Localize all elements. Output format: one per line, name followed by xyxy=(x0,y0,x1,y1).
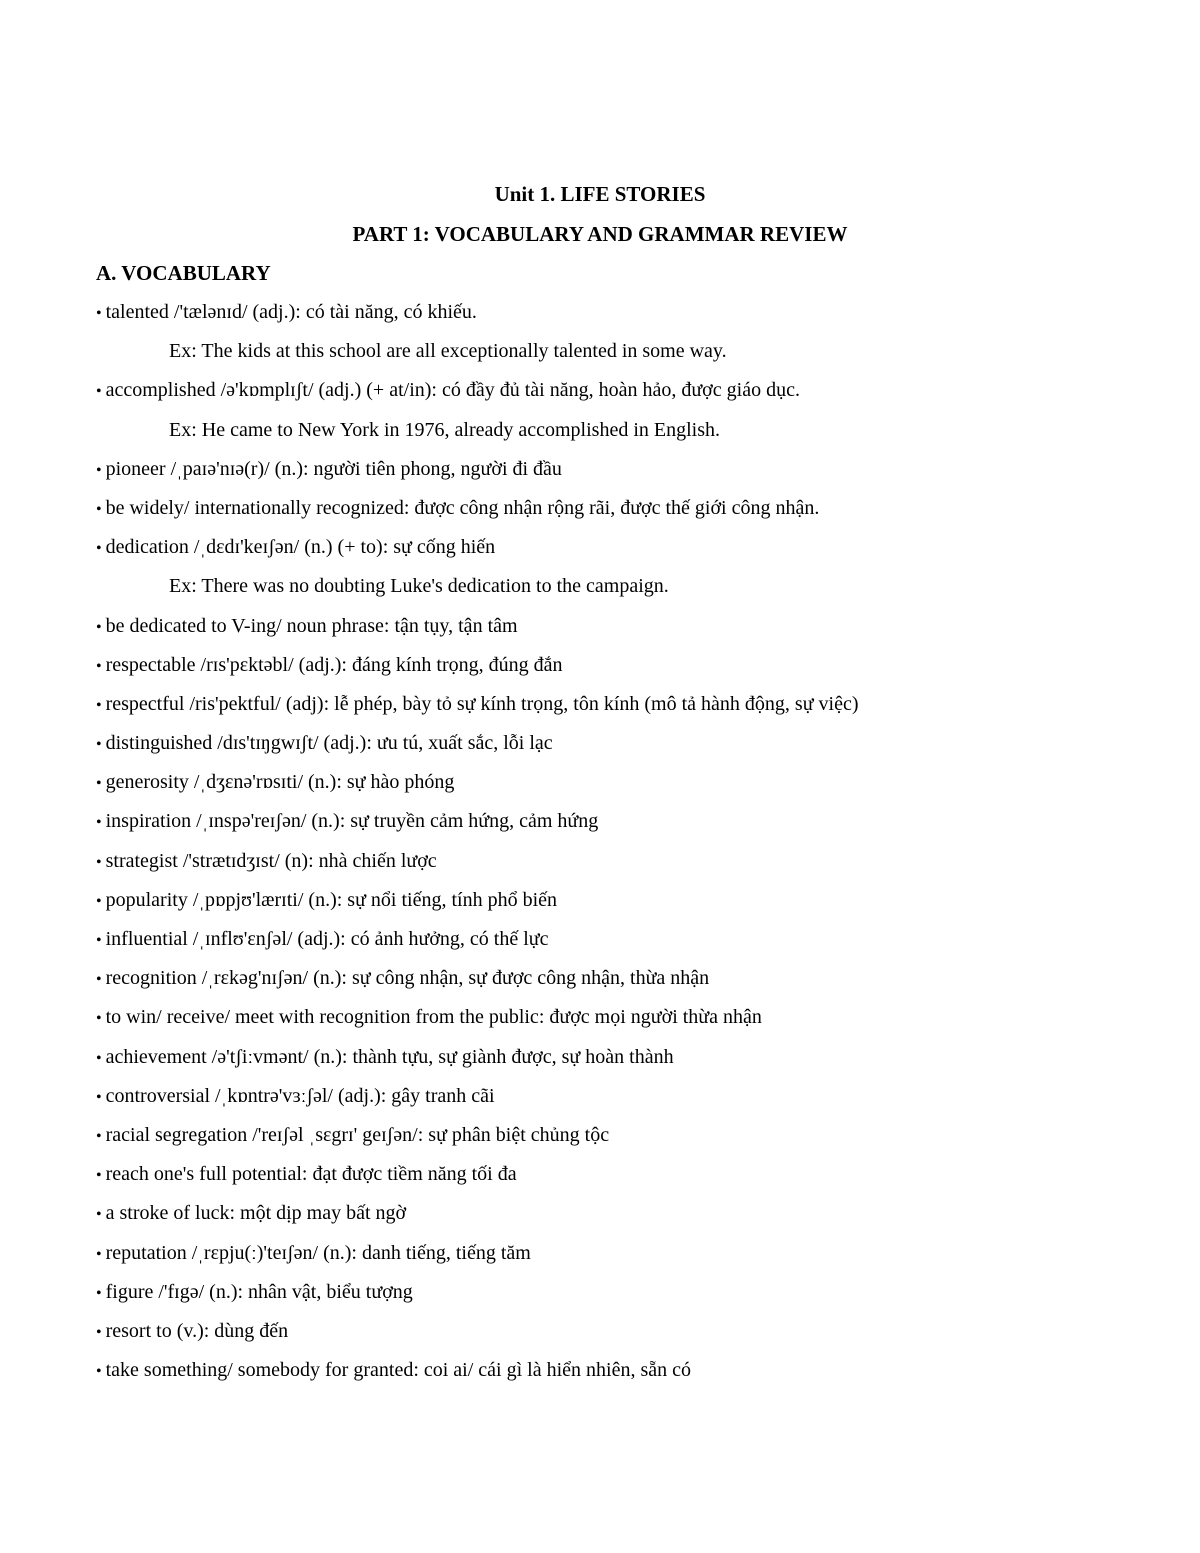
vocabulary-text: pioneer /ˌpaɪə'nɪə(r)/ (n.): người tiên phong, người đi đầu xyxy=(105,457,562,480)
vocabulary-text: reputation /ˌrɛpju(ː)'teɪʃən/ (n.): danh tiếng, tiếng tăm xyxy=(105,1241,531,1264)
bullet-icon: • xyxy=(96,932,102,949)
bullet-icon: • xyxy=(96,1167,102,1185)
bullet-icon: • xyxy=(96,540,102,558)
bullet-icon: • xyxy=(96,305,102,322)
bullet-icon: • xyxy=(96,657,102,675)
bullet-icon: • xyxy=(96,1206,102,1224)
vocabulary-item xyxy=(96,455,1136,494)
vocabulary-text: to win/ receive/ meet with recognition from the public: được mọi người thừa nhận xyxy=(105,1006,762,1029)
vocabulary-text: racial segregation /'reɪʃəl ˌsɛgrɪ' geɪʃən/: sự phân biệt chủng tộc xyxy=(105,1123,610,1146)
vocabulary-item xyxy=(96,494,1136,533)
bullet-icon: • xyxy=(96,696,102,714)
part-title: PART 1: VOCABULARY AND GRAMMAR REVIEW xyxy=(352,222,848,246)
vocabulary-item xyxy=(96,1121,1136,1160)
example-text: Ex: He came to New York in 1976, already accomplished in English. xyxy=(169,418,720,441)
vocabulary-item xyxy=(96,1160,1136,1199)
bullet-icon: • xyxy=(96,1088,102,1106)
bullet-icon: • xyxy=(96,383,102,401)
vocabulary-text: recognition /ˌrɛkəg'nɪʃən/ (n.): sự công nhận, sự được công nhận, thừa nhận xyxy=(105,967,710,990)
bullet-icon: • xyxy=(96,618,102,636)
vocabulary-text: respectful /ris'pektful/ (adj): lễ phép, bày tỏ sự kính trọng, tôn kính (mô tả hành động, sự việc) xyxy=(105,692,859,715)
example-sentence xyxy=(96,337,1136,376)
section-title: A. VOCABULARY xyxy=(96,261,271,285)
bullet-icon: • xyxy=(96,775,102,793)
vocabulary-text: be widely/ internationally recognized: được công nhận rộng rãi, được thế giới công nhận. xyxy=(105,496,820,519)
vocabulary-text: be dedicated to V-ing/ noun phrase: tận tụy, tận tâm xyxy=(105,614,518,637)
example-sentence xyxy=(96,416,1136,455)
vocabulary-item xyxy=(96,768,1136,807)
vocabulary-text: figure /'fɪgə/ (n.): nhân vật, biểu tượng xyxy=(105,1280,413,1303)
vocabulary-text: resort to (v.): dùng đến xyxy=(105,1319,289,1342)
vocabulary-item xyxy=(96,1239,1136,1278)
vocabulary-item xyxy=(96,964,1136,1003)
bullet-icon: • xyxy=(96,1363,102,1381)
example-text: Ex: The kids at this school are all exceptionally talented in some way. xyxy=(169,340,727,363)
vocabulary-item xyxy=(96,1356,1136,1395)
vocabulary-item xyxy=(96,807,1136,846)
vocabulary-text: reach one's full potential: đạt được tiềm năng tối đa xyxy=(105,1163,517,1186)
vocabulary-item xyxy=(96,298,1136,337)
bullet-icon: • xyxy=(96,461,102,479)
vocabulary-item xyxy=(96,612,1136,651)
vocabulary-item xyxy=(96,376,1136,415)
vocabulary-text: influential /ˌɪnflʊ'ɛnʃəl/ (adj.): có ảnh hưởng, có thế lực xyxy=(105,928,549,950)
vocabulary-item xyxy=(96,690,1136,729)
bullet-icon: • xyxy=(96,814,102,832)
example-sentence xyxy=(96,572,1136,611)
vocabulary-item xyxy=(96,925,1136,964)
vocabulary-item xyxy=(96,729,1136,768)
vocabulary-text: talented /'tælənɪd/ (adj.): có tài năng, có khiếu. xyxy=(105,301,477,323)
bullet-icon: • xyxy=(96,1323,102,1341)
vocabulary-text: generosity /ˌdʒɛnə'rɒsɪti/ (n.): sự hào phóng xyxy=(105,771,455,794)
vocabulary-text: dedication /ˌdɛdɪ'keɪʃən/ (n.) (+ to): sự cống hiến xyxy=(105,536,496,559)
bullet-icon: • xyxy=(96,500,102,518)
vocabulary-item xyxy=(96,1043,1136,1082)
vocabulary-text: popularity /ˌpɒpjʊ'lærɪti/ (n.): sự nổi tiếng, tính phổ biến xyxy=(105,888,558,911)
bullet-icon: • xyxy=(96,1127,102,1145)
vocabulary-item xyxy=(96,1082,1136,1121)
unit-title: Unit 1. LIFE STORIES xyxy=(494,182,706,206)
vocabulary-item xyxy=(96,1317,1136,1356)
bullet-icon: • xyxy=(96,892,102,910)
vocabulary-text: achievement /ə'tʃiːvmənt/ (n.): thành tựu, sự giành được, sự hoàn thành xyxy=(105,1045,674,1068)
vocabulary-item xyxy=(96,1278,1136,1317)
bullet-icon: • xyxy=(96,1049,102,1067)
vocabulary-item xyxy=(96,533,1136,572)
vocabulary-list xyxy=(96,298,1136,1395)
vocabulary-item xyxy=(96,651,1136,690)
vocabulary-text: inspiration /ˌɪnspə'reɪʃən/ (n.): sự truyền cảm hứng, cảm hứng xyxy=(105,810,599,833)
vocabulary-item xyxy=(96,1003,1136,1042)
bullet-icon: • xyxy=(96,1284,102,1302)
bullet-icon: • xyxy=(96,1245,102,1263)
vocabulary-text: accomplished /ə'kɒmplɪʃt/ (adj.) (+ at/in): có đầy đủ tài năng, hoàn hảo, được giáo dục. xyxy=(105,379,800,402)
example-text: Ex: There was no doubting Luke's dedication to the campaign. xyxy=(169,575,669,598)
vocabulary-text: strategist /'strætɪdʒɪst/ (n): nhà chiến lược xyxy=(105,849,437,872)
bullet-icon: • xyxy=(96,736,102,754)
bullet-icon: • xyxy=(96,1010,102,1028)
vocabulary-item xyxy=(96,1199,1136,1238)
vocabulary-text: distinguished /dɪs'tɪŋgwɪʃt/ (adj.): ưu tú, xuất sắc, lỗi lạc xyxy=(105,732,553,755)
vocabulary-item xyxy=(96,847,1136,886)
bullet-icon: • xyxy=(96,971,102,989)
bullet-icon: • xyxy=(96,853,102,871)
vocabulary-item xyxy=(96,886,1136,925)
vocabulary-text: respectable /rɪs'pɛktəbl/ (adj.): đáng kính trọng, đúng đắn xyxy=(105,653,563,676)
vocabulary-text: controversial /ˌkɒntrə'vɜːʃəl/ (adj.): gây tranh cãi xyxy=(105,1084,495,1107)
vocabulary-text: take something/ somebody for granted: coi ai/ cái gì là hiển nhiên, sẵn có xyxy=(105,1359,691,1382)
vocabulary-text: a stroke of luck: một dịp may bất ngờ xyxy=(105,1202,407,1225)
